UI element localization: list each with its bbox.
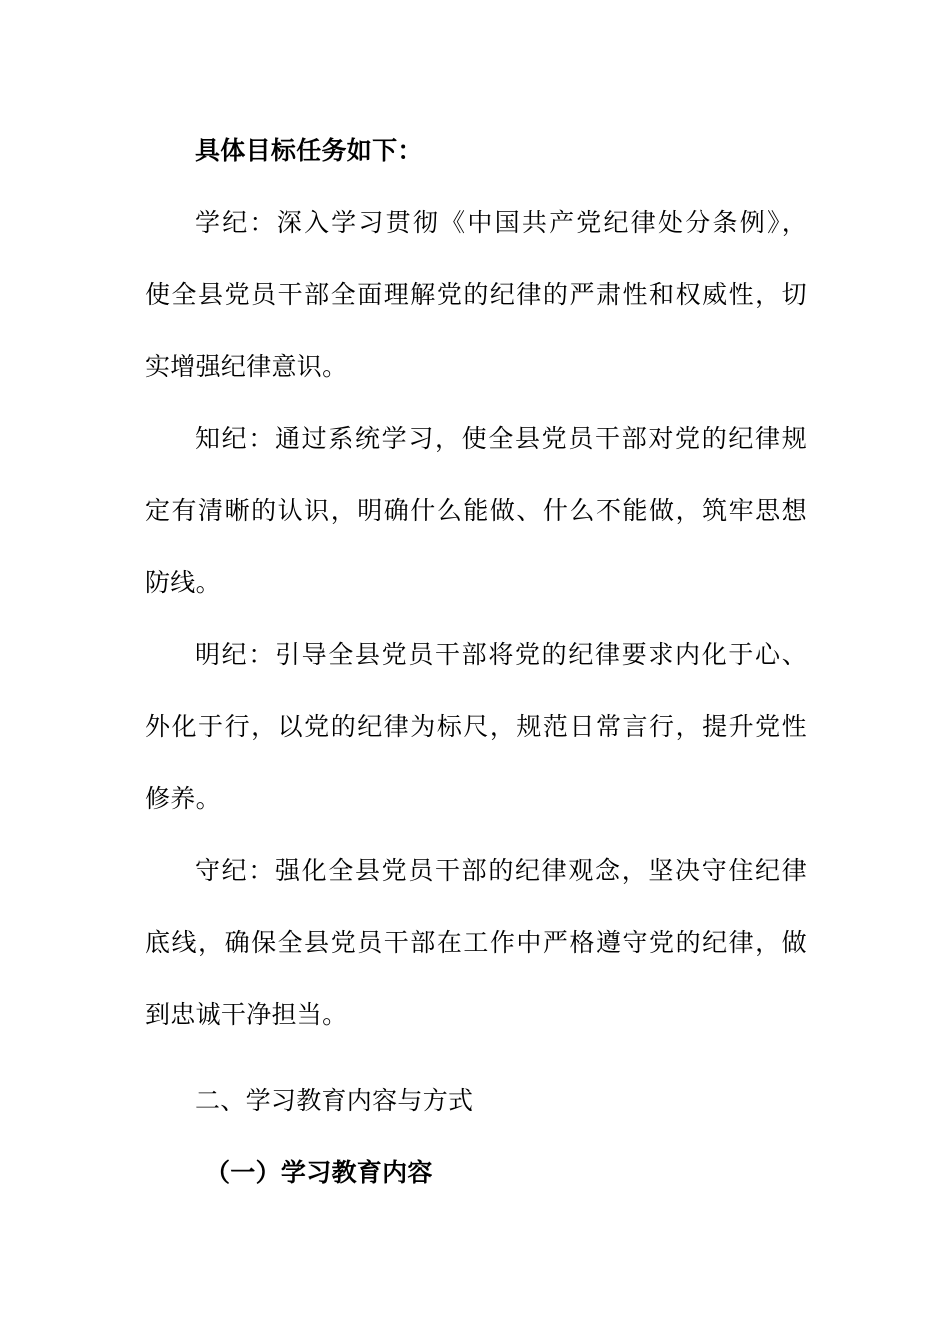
paragraph-mingji [145, 619, 807, 835]
document-body [145, 115, 807, 1209]
paragraph-zhiji [145, 403, 807, 619]
paragraph-line: 底线，确保全县党员干部在工作中严格遵守党的纪律，做 [145, 928, 807, 957]
paragraph-line: 明纪：引导全县党员干部将党的纪律要求内化于心、 [195, 640, 807, 669]
section-two-title: 二、学习教育内容与方式 [195, 1086, 474, 1115]
paragraph-line: 到忠诚干净担当。 [145, 1000, 348, 1029]
subsection-one-title: （一）学习教育内容 [205, 1158, 433, 1187]
paragraph-line: 定有清晰的认识，明确什么能做、什么不能做，筑牢思想 [145, 496, 807, 525]
paragraph-line: 使全县党员干部全面理解党的纪律的严肃性和权威性，切 [145, 280, 807, 309]
paragraph-xueji [145, 187, 807, 403]
paragraph-line: 实增强纪律意识。 [145, 352, 348, 381]
paragraph-line: 修养。 [145, 784, 221, 813]
goals-heading: 具体目标任务如下： [195, 136, 423, 165]
paragraph-line: 防线。 [145, 568, 221, 597]
paragraph-line: 外化于行，以党的纪律为标尺，规范日常言行，提升党性 [145, 712, 807, 741]
paragraph-line: 守纪：强化全县党员干部的纪律观念，坚决守住纪律 [195, 856, 807, 885]
paragraph-shouji [145, 835, 807, 1051]
paragraph-line: 知纪：通过系统学习，使全县党员干部对党的纪律规 [195, 424, 807, 453]
paragraph-line: 学纪：深入学习贯彻《中国共产党纪律处分条例》， [195, 208, 807, 237]
